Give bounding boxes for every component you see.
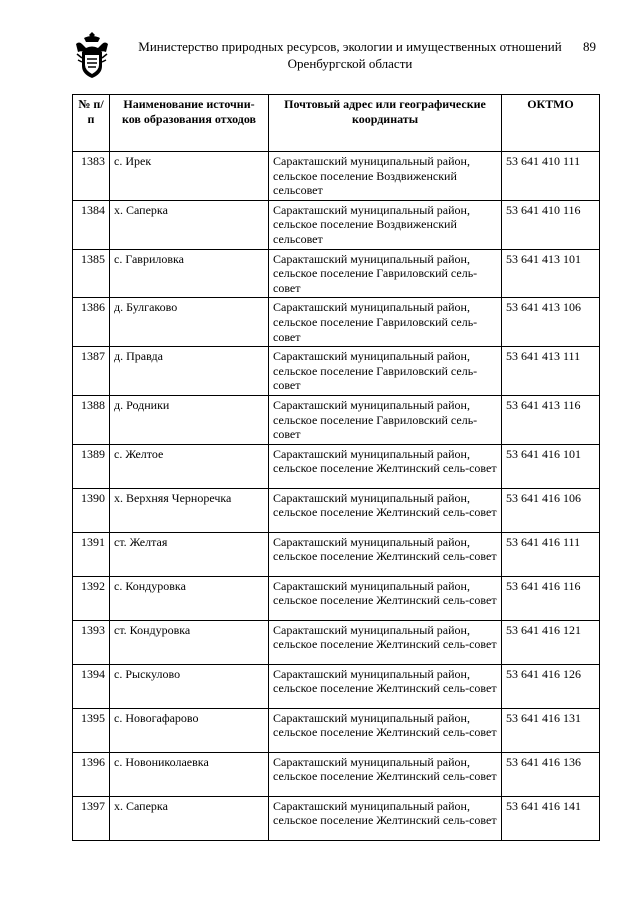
address: Саракташский муниципальный район, сельское поселение Желтинский сель-совет xyxy=(269,752,502,796)
address: Саракташский муниципальный район, сельское поселение Желтинский сель-совет xyxy=(269,664,502,708)
source-name: ст. Желтая xyxy=(110,532,269,576)
row-number: 1386 xyxy=(73,298,110,347)
table-row xyxy=(73,620,600,664)
ministry-name: Министерство природных ресурсов, экологии и имущественных отношений xyxy=(138,39,562,54)
address: Саракташский муниципальный район, сельское поселение Желтинский сель-совет xyxy=(269,620,502,664)
source-name: д. Родники xyxy=(110,395,269,444)
oktmo-code: 53 641 416 106 xyxy=(502,488,600,532)
col-header-address: Почтовый адрес или географические координаты xyxy=(269,95,502,152)
row-number: 1385 xyxy=(73,249,110,298)
table-row xyxy=(73,532,600,576)
source-name: д. Правда xyxy=(110,347,269,396)
row-number: 1391 xyxy=(73,532,110,576)
table-row xyxy=(73,152,600,201)
region-name: Оренбургской области xyxy=(287,56,413,71)
table-row xyxy=(73,444,600,488)
address: Саракташский муниципальный район, сельское поселение Гавриловский сель-совет xyxy=(269,298,502,347)
source-name: с. Новогафарово xyxy=(110,708,269,752)
table-row xyxy=(73,708,600,752)
oktmo-code: 53 641 413 106 xyxy=(502,298,600,347)
address: Саракташский муниципальный район, сельское поселение Желтинский сель-совет xyxy=(269,444,502,488)
table-row xyxy=(73,576,600,620)
row-number: 1388 xyxy=(73,395,110,444)
address: Саракташский муниципальный район, сельское поселение Желтинский сель-совет xyxy=(269,708,502,752)
oktmo-code: 53 641 416 101 xyxy=(502,444,600,488)
oktmo-code: 53 641 413 116 xyxy=(502,395,600,444)
table-row xyxy=(73,298,600,347)
address: Саракташский муниципальный район, сельское поселение Желтинский сель-совет xyxy=(269,796,502,840)
table-row xyxy=(73,488,600,532)
source-name: х. Верхняя Черноречка xyxy=(110,488,269,532)
table-row xyxy=(73,796,600,840)
address: Саракташский муниципальный район, сельское поселение Гавриловский сель-совет xyxy=(269,249,502,298)
table-row xyxy=(73,395,600,444)
row-number: 1394 xyxy=(73,664,110,708)
address: Саракташский муниципальный район, сельское поселение Желтинский сель-совет xyxy=(269,576,502,620)
table-row xyxy=(73,347,600,396)
row-number: 1384 xyxy=(73,200,110,249)
coat-of-arms-icon xyxy=(73,30,111,80)
source-name: с. Рыскулово xyxy=(110,664,269,708)
oktmo-code: 53 641 416 141 xyxy=(502,796,600,840)
table-row xyxy=(73,200,600,249)
table-row xyxy=(73,249,600,298)
address: Саракташский муниципальный район, сельское поселение Гавриловский сель-совет xyxy=(269,347,502,396)
address: Саракташский муниципальный район, сельское поселение Гавриловский сель-совет xyxy=(269,395,502,444)
oktmo-code: 53 641 416 121 xyxy=(502,620,600,664)
source-name: х. Саперка xyxy=(110,200,269,249)
page-number: 89 xyxy=(583,39,596,54)
row-number: 1390 xyxy=(73,488,110,532)
row-number: 1397 xyxy=(73,796,110,840)
oktmo-code: 53 641 413 111 xyxy=(502,347,600,396)
waste-sources-table xyxy=(72,94,600,841)
source-name: с. Гавриловка xyxy=(110,249,269,298)
source-name: д. Булгаково xyxy=(110,298,269,347)
source-name: с. Новониколаевка xyxy=(110,752,269,796)
row-number: 1383 xyxy=(73,152,110,201)
row-number: 1393 xyxy=(73,620,110,664)
oktmo-code: 53 641 413 101 xyxy=(502,249,600,298)
address: Саракташский муниципальный район, сельское поселение Желтинский сель-совет xyxy=(269,532,502,576)
row-number: 1389 xyxy=(73,444,110,488)
address: Саракташский муниципальный район, сельское поселение Воздвиженский сельсовет xyxy=(269,200,502,249)
row-number: 1396 xyxy=(73,752,110,796)
col-header-number: № п/п xyxy=(73,95,110,152)
row-number: 1392 xyxy=(73,576,110,620)
oktmo-code: 53 641 416 126 xyxy=(502,664,600,708)
oktmo-code: 53 641 416 111 xyxy=(502,532,600,576)
table-row xyxy=(73,664,600,708)
oktmo-code: 53 641 416 131 xyxy=(502,708,600,752)
address: Саракташский муниципальный район, сельское поселение Воздвиженский сельсовет xyxy=(269,152,502,201)
address: Саракташский муниципальный район, сельское поселение Желтинский сель-совет xyxy=(269,488,502,532)
source-name: х. Саперка xyxy=(110,796,269,840)
row-number: 1387 xyxy=(73,347,110,396)
oktmo-code: 53 641 410 116 xyxy=(502,200,600,249)
table-row xyxy=(73,752,600,796)
source-name: ст. Кондуровка xyxy=(110,620,269,664)
col-header-oktmo: ОКТМО xyxy=(502,95,600,152)
oktmo-code: 53 641 416 116 xyxy=(502,576,600,620)
table-header-row xyxy=(73,95,600,152)
col-header-source-name: Наименование источни-ков образования отходов xyxy=(110,95,269,152)
oktmo-code: 53 641 416 136 xyxy=(502,752,600,796)
oktmo-code: 53 641 410 111 xyxy=(502,152,600,201)
row-number: 1395 xyxy=(73,708,110,752)
document-header xyxy=(120,38,580,72)
source-name: с. Желтое xyxy=(110,444,269,488)
source-name: с. Кондуровка xyxy=(110,576,269,620)
source-name: с. Ирек xyxy=(110,152,269,201)
